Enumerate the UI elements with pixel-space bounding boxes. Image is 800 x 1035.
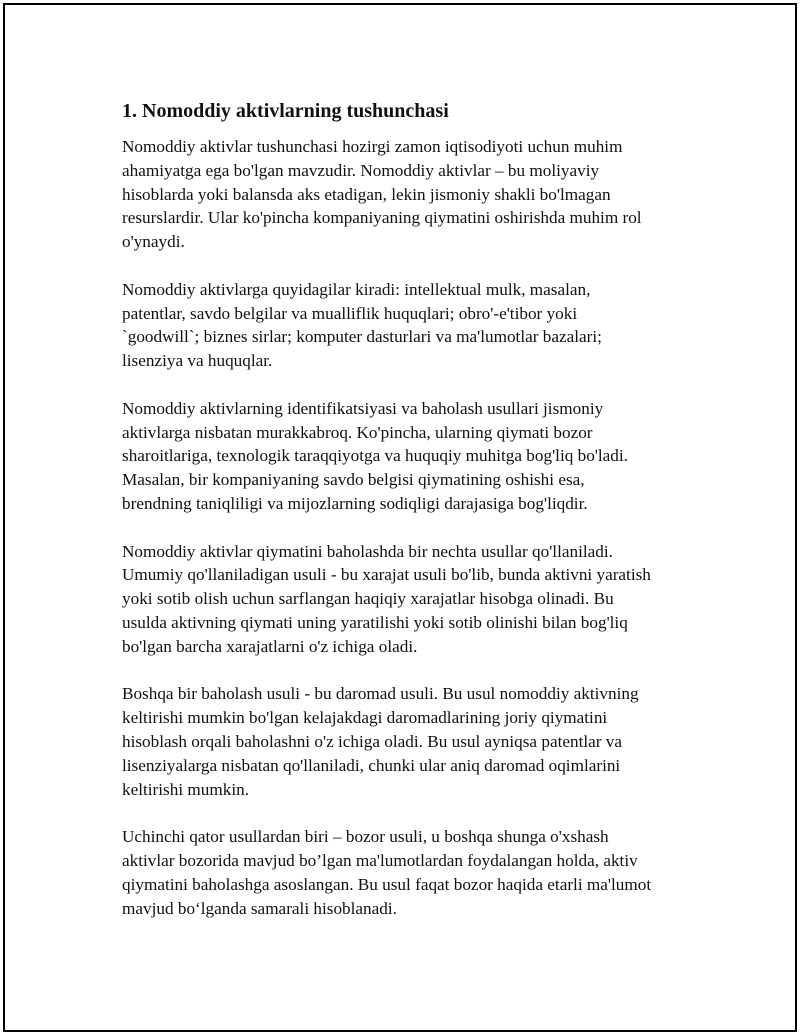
- text-line: aktivlar bozorida mavjud bo’lgan ma'lumotlardan foydalangan holda, aktiv: [122, 850, 638, 870]
- text-line: o'ynaydi.: [122, 232, 185, 252]
- text-line: mavjud bo‘lganda samarali hisoblanadi.: [122, 898, 397, 918]
- text-line: qiymatini baholashga asoslangan. Bu usul faqat bozor haqida etarli ma'lumot: [122, 874, 652, 894]
- text-line: patentlar, savdo belgilar va mualliflik huquqlari; obro'-e'tibor yoki: [122, 303, 578, 323]
- text-line: Nomoddiy aktivlarning identifikatsiyasi va baholash usullari jismoniy: [122, 398, 604, 418]
- text-line: Umumiy qo'llaniladigan usuli - bu xarajat usuli bo'lib, bunda aktivni yaratish: [122, 565, 651, 585]
- paragraph: [122, 682, 702, 801]
- text-line: yoki sotib olish uchun sarflangan haqiqiy xarajatlar hisobga olinadi. Bu: [122, 589, 614, 609]
- paragraph: [122, 135, 702, 254]
- page-frame: [3, 3, 797, 1032]
- text-line: sharoitlariga, texnologik taraqqiyotga va huquqiy muhitga bog'liq bo'ladi.: [122, 446, 628, 466]
- text-line: hisoblash orqali baholashni o'z ichiga oladi. Bu usul ayniqsa patentlar va: [122, 731, 622, 751]
- text-line: aktivlarga nisbatan murakkabroq. Ko'pincha, ularning qiymati bozor: [122, 422, 593, 442]
- text-line: keltirishi mumkin.: [122, 779, 249, 799]
- text-line: Nomoddiy aktivlarga quyidagilar kiradi: intellektual mulk, masalan,: [122, 279, 591, 299]
- paragraph: [122, 825, 702, 920]
- text-line: `goodwill`; biznes sirlar; komputer dasturlari va ma'lumotlar bazalari;: [122, 327, 602, 347]
- text-line: lisenziya va huquqlar.: [122, 351, 273, 371]
- text-line: ahamiyatga ega bo'lgan mavzudir. Nomoddiy aktivlar – bu moliyaviy: [122, 160, 600, 180]
- text-line: usulda aktivning qiymati uning yaratilishi yoki sotib olinishi bilan bog'liq: [122, 612, 628, 632]
- document-body: [122, 97, 702, 944]
- text-line: keltirishi mumkin bo'lgan kelajakdagi daromadlarining joriy qiymatini: [122, 708, 608, 728]
- paragraph: [122, 278, 702, 373]
- paragraph: [122, 540, 702, 659]
- text-line: Nomoddiy aktivlar qiymatini baholashda bir nechta usullar qo'llaniladi.: [122, 541, 613, 561]
- text-line: Uchinchi qator usullardan biri – bozor usuli, u boshqa shunga o'xshash: [122, 827, 609, 847]
- text-line: lisenziyalarga nisbatan qo'llaniladi, chunki ular aniq daromad oqimlarini: [122, 755, 621, 775]
- text-line: Nomoddiy aktivlar tushunchasi hozirgi zamon iqtisodiyoti uchun muhim: [122, 137, 623, 156]
- text-line: brendning taniqliligi va mijozlarning sodiqligi darajasiga bog'liqdir.: [122, 493, 588, 513]
- text-line: hisoblarda yoki balansda aks etadigan, lekin jismoniy shakli bo'lmagan: [122, 184, 611, 204]
- text-line: Boshqa bir baholash usuli - bu daromad usuli. Bu usul nomoddiy aktivning: [122, 684, 639, 704]
- text-line: Masalan, bir kompaniyaning savdo belgisi qiymatining oshishi esa,: [122, 470, 585, 490]
- text-line: bo'lgan barcha xarajatlarni o'z ichiga oladi.: [122, 636, 418, 656]
- paragraph: [122, 397, 702, 516]
- text-line: resurslardir. Ular ko'pincha kompaniyaning qiymatini oshirishda muhim rol: [122, 208, 642, 228]
- section-heading: 1. Nomoddiy aktivlarning tushunchasi: [122, 100, 449, 122]
